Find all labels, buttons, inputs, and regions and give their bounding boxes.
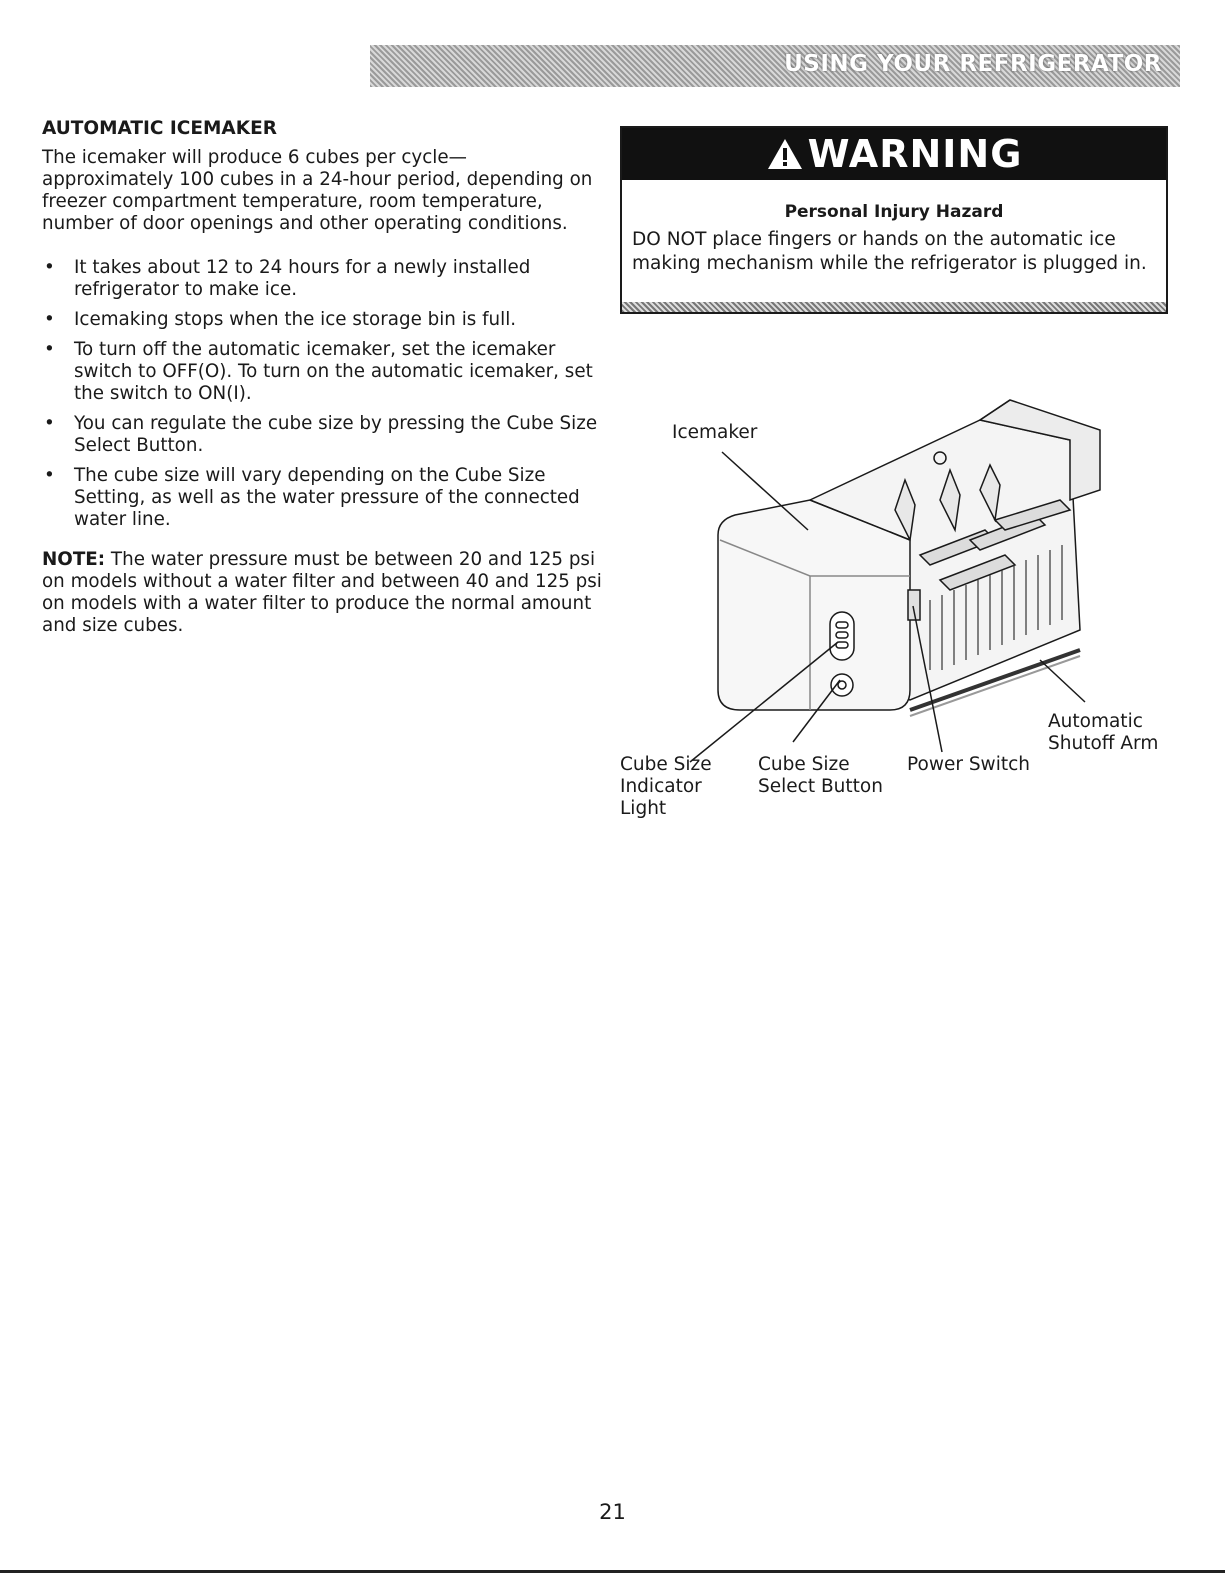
label-automatic-shutoff-arm: Automatic Shutoff Arm: [1048, 711, 1159, 754]
icemaker-section: [42, 118, 602, 655]
icemaker-diagram: [610, 380, 1190, 830]
warning-triangle-icon: [766, 137, 804, 171]
section-heading: AUTOMATIC ICEMAKER: [42, 118, 277, 139]
list-item: • To turn off the automatic icemaker, set the icemaker switch to OFF(O). To turn on the automatic icemaker, set the switch to ON(I).: [42, 339, 602, 405]
bottom-rule: [0, 1570, 1225, 1573]
warning-box: [620, 126, 1168, 314]
label-power-switch: Power Switch: [907, 754, 1030, 775]
list-item: • You can regulate the cube size by pressing the Cube Size Select Button.: [42, 413, 602, 457]
note-paragraph: [42, 549, 602, 637]
instruction-list: [42, 257, 602, 531]
label-cube-size-select-button: Cube Size Select Button: [758, 754, 883, 797]
warning-header: [622, 128, 1166, 180]
warning-body: DO NOT place fingers or hands on the automatic ice making mechanism while the refrigerator is plugged in.: [632, 229, 1147, 274]
intro-paragraph: The icemaker will produce 6 cubes per cycle— approximately 100 cubes in a 24-hour period, depending on freezer compartment temperature, room temperature, number of door openings and other operating conditions.: [42, 147, 593, 234]
list-item: • The cube size will vary depending on the Cube Size Setting, as well as the water pressure of the connected water line.: [42, 465, 602, 531]
section-banner-title: USING YOUR REFRIGERATOR: [784, 51, 1162, 77]
page-number: 21: [599, 1500, 626, 1524]
label-icemaker: Icemaker: [672, 422, 758, 443]
note-text: The water pressure must be between 20 and 125 psi on models without a water filter and between 40 and 125 psi on models with a water filter to produce the normal amount and size cubes.: [42, 549, 602, 636]
section-banner: [370, 45, 1180, 87]
label-cube-size-indicator-light: Cube Size Indicator Light: [620, 754, 712, 819]
list-item: • It takes about 12 to 24 hours for a newly installed refrigerator to make ice.: [42, 257, 602, 301]
warning-bottom-bar: [622, 302, 1166, 312]
note-label: NOTE:: [42, 549, 106, 570]
warning-title: WARNING: [807, 132, 1023, 176]
warning-subtitle: Personal Injury Hazard: [784, 202, 1004, 222]
list-item: • Icemaking stops when the ice storage bin is full.: [42, 309, 602, 331]
